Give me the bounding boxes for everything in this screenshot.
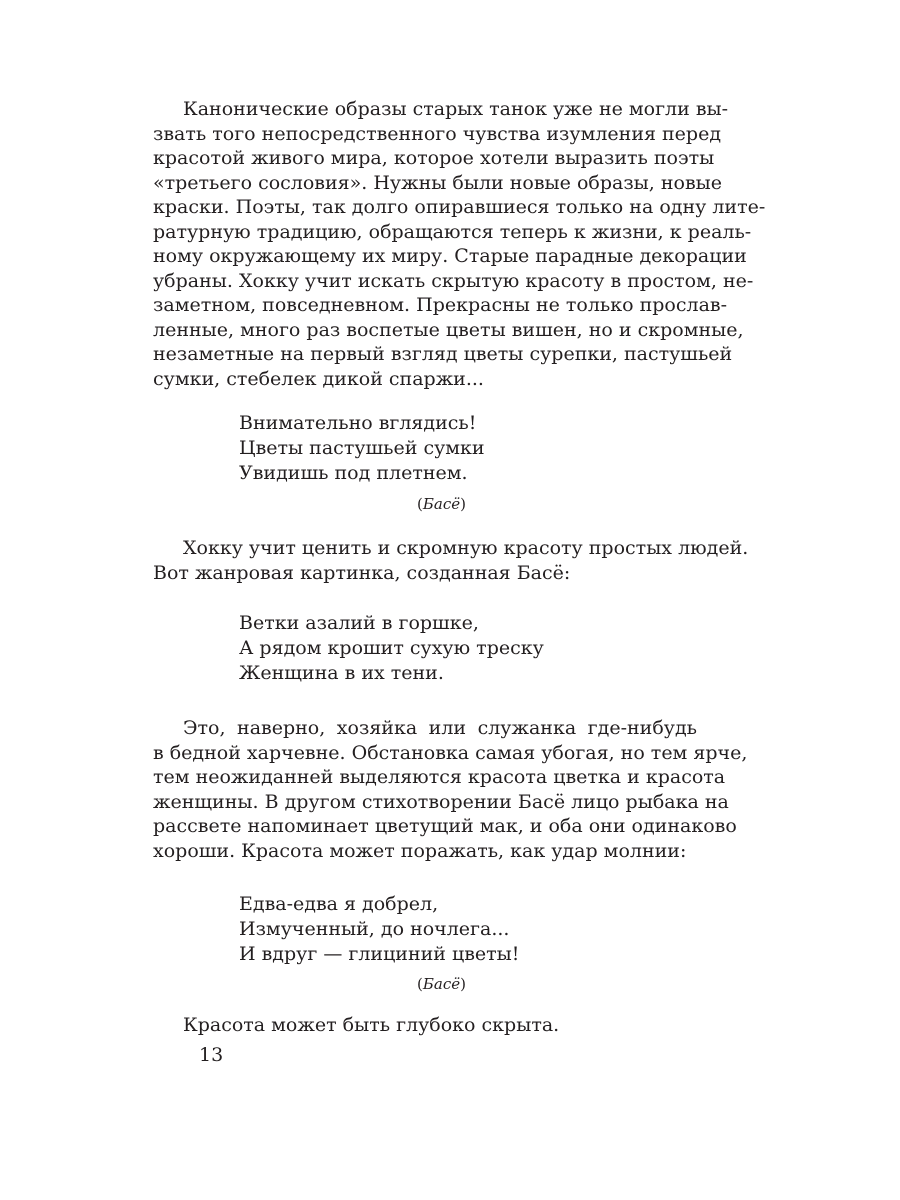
text-line: заметном, повседневном. Прекрасны не только прослав-	[153, 294, 728, 316]
attribution-author: Басё	[422, 975, 461, 993]
text-line: убраны. Хокку учит искать скрытую красоту в простом, не-	[153, 269, 754, 292]
poem-1-attribution	[153, 494, 697, 514]
text-line: сумки, стебелек дикой спаржи...	[153, 367, 484, 390]
poem-line: И вдруг — глициний цветы!	[239, 943, 520, 965]
text-line: Красота может быть глубоко скрыта.	[183, 1014, 560, 1036]
text-line: красотой живого мира, которое хотели выразить поэты	[153, 147, 715, 169]
text-line: тем неожиданней выделяются красота цветка и красота	[153, 766, 726, 788]
page-number: 13	[199, 1044, 224, 1066]
text-line: звать того непосредственного чувства изумления перед	[153, 122, 722, 145]
poem-line: А рядом крошит сухую треску	[239, 637, 544, 659]
text-line: хороши. Красота может поражать, как удар молнии:	[153, 839, 687, 862]
poem-3	[239, 892, 697, 967]
paragraph-1	[153, 97, 766, 391]
text-line: ленные, много раз воспетые цветы вишен, но и скромные,	[153, 318, 744, 341]
text-line: незаметные на первый взгляд цветы сурепки, пастушьей	[153, 343, 733, 365]
text-line: «третьего сословия». Нужны были новые образы, новые	[153, 171, 723, 194]
poem-line: Увидишь под плетнем.	[239, 462, 468, 484]
attribution-open: (	[417, 975, 423, 993]
poem-line: Внимательно вглядись!	[239, 412, 477, 434]
poem-line: Ветки азалий в горшке,	[239, 612, 479, 634]
poem-1	[239, 411, 697, 486]
attribution-author: Басё	[422, 495, 461, 513]
text-line: Вот жанровая картинка, созданная Басё:	[153, 561, 571, 584]
page-body	[153, 97, 766, 1038]
text-line: ратурную традицию, обращаются теперь к жизни, к реаль-	[153, 220, 752, 243]
poem-line: Измученный, до ночлега...	[239, 918, 510, 940]
poem-line: Едва-едва я добрел,	[239, 893, 439, 915]
poem-2	[239, 611, 697, 686]
paragraph-3	[153, 716, 748, 863]
text-line: ному окружающему их миру. Старые парадные декорации	[153, 245, 747, 267]
text-line: Хокку учит ценить и скромную красоту простых людей.	[183, 537, 749, 559]
poem-line: Женщина в их тени.	[239, 662, 444, 684]
poem-line: Цветы пастушьей сумки	[239, 437, 485, 459]
text-line: женщины. В другом стихотворении Басё лицо рыбака на	[153, 790, 729, 813]
poem-3-attribution	[153, 974, 697, 994]
paragraph-4	[153, 1013, 697, 1038]
text-line: краски. Поэты, так долго опиравшиеся только на одну лите-	[153, 196, 766, 218]
paragraph-2	[153, 536, 749, 585]
text-line: в бедной харчевне. Обстановка самая убогая, но тем ярче,	[153, 741, 748, 764]
attribution-close: )	[460, 975, 466, 993]
text-line: рассвете напоминает цветущий мак, и оба они одинаково	[153, 815, 737, 837]
text-line: Канонические образы старых танок уже не могли вы-	[183, 98, 729, 120]
attribution-open: (	[417, 495, 423, 513]
attribution-close: )	[460, 495, 466, 513]
text-line: Это, наверно, хозяйка или служанка где-нибудь	[183, 717, 697, 739]
